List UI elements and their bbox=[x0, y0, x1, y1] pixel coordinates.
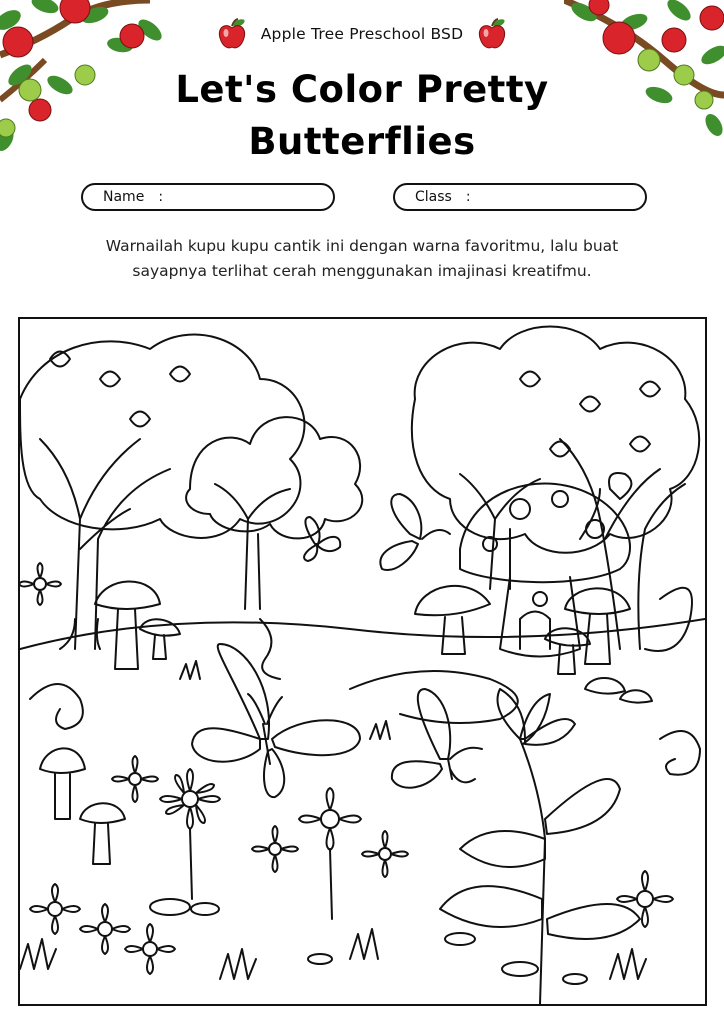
title-line-2: Butterflies bbox=[248, 120, 476, 163]
tree-left bbox=[20, 335, 304, 649]
title-line-1: Let's Color Pretty bbox=[175, 68, 549, 111]
butterfly-top bbox=[380, 494, 450, 570]
leaves bbox=[50, 352, 660, 457]
class-label: Class bbox=[415, 189, 452, 205]
name-field[interactable] bbox=[81, 183, 335, 211]
school-name: Apple Tree Preschool BSD bbox=[260, 25, 464, 43]
class-field[interactable] bbox=[393, 183, 647, 211]
instructions-text bbox=[60, 234, 664, 284]
path-stream-2 bbox=[350, 671, 518, 723]
butterfly-large bbox=[192, 644, 360, 797]
instructions-line-2: sayapnya terlihat cerah menggunakan imajinasi kreatifmu. bbox=[132, 262, 592, 280]
meadow-horizon bbox=[20, 619, 705, 649]
leafy-plant bbox=[440, 689, 640, 1004]
name-separator: : bbox=[158, 189, 164, 205]
path-stream bbox=[260, 619, 280, 679]
apple-icon bbox=[217, 18, 247, 50]
tree-right bbox=[412, 327, 699, 650]
butterfly-small bbox=[304, 517, 340, 561]
butterfly-right bbox=[392, 689, 482, 788]
apple-icon bbox=[477, 18, 507, 50]
mushroom-house bbox=[460, 473, 631, 657]
page-title bbox=[0, 64, 724, 168]
school-header bbox=[0, 16, 724, 52]
coloring-illustration bbox=[18, 317, 707, 1006]
vines-and-grass bbox=[20, 588, 700, 979]
class-separator: : bbox=[465, 189, 471, 205]
tree-center bbox=[186, 417, 362, 609]
instructions-line-1: Warnailah kupu kupu cantik ini dengan warna favoritmu, lalu buat bbox=[105, 237, 619, 255]
name-label: Name bbox=[103, 189, 145, 205]
